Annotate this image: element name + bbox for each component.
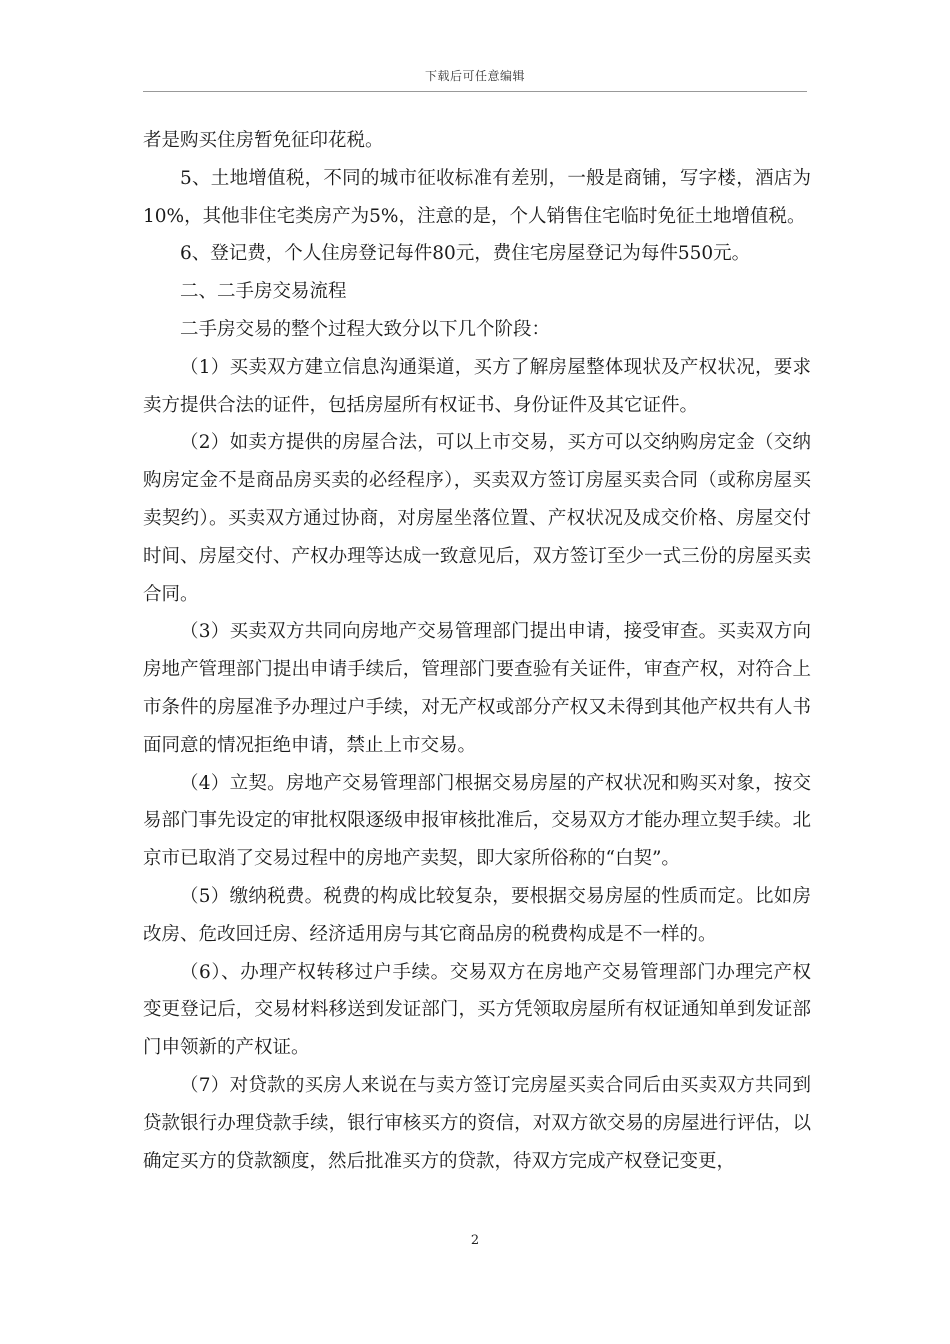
paragraph-step-5: （5）缴纳税费。税费的构成比较复杂，要根据交易房屋的性质而定。比如房改房、危改回迁房、经济适用房与其它商品房的税费构成是不一样的。 — [143, 885, 811, 945]
page-header: 下载后可任意编辑 — [424, 69, 525, 83]
document-body — [143, 122, 811, 1180]
paragraph-continuation: 者是购买住房暂免征印花税。 — [143, 130, 384, 151]
paragraph-land-value-tax: 5、土地增值税，不同的城市征收标准有差别，一般是商铺，写字楼，酒店为10%，其他非住宅类房产为5%，注意的是，个人销售住宅临时免征土地增值税。 — [143, 167, 811, 227]
header-divider — [143, 91, 807, 92]
paragraph-intro: 二手房交易的整个过程大致分以下几个阶段： — [180, 318, 551, 340]
paragraph-step-3: （3）买卖双方共同向房地产交易管理部门提出申请，接受审查。买卖双方向房地产管理部门提出申请手续后，管理部门要查验有关证件，审查产权，对符合上市条件的房屋准予办理过户手续，对无产权或部分产权又未得到其他产权共有人书面同意的情况拒绝申请，禁止上市交易。 — [143, 621, 811, 756]
paragraph-step-6: （6）、办理产权转移过户手续。交易双方在房地产交易管理部门办理完产权变更登记后，交易材料移送到发证部门，买方凭领取房屋所有权证通知单到发证部门申领新的产权证。 — [143, 961, 811, 1059]
paragraph-registration-fee: 6、登记费，个人住房登记每件80元，费住宅房屋登记为每件550元。 — [180, 243, 751, 265]
paragraph-step-1: （1）买卖双方建立信息沟通渠道，买方了解房屋整体现状及产权状况，要求卖方提供合法的证件，包括房屋所有权证书、身份证件及其它证件。 — [143, 356, 811, 416]
paragraph-step-7: （7）对贷款的买房人来说在与卖方签订完房屋买卖合同后由买卖双方共同到贷款银行办理贷款手续，银行审核买方的资信，对双方欲交易的房屋进行评估，以确定买方的贷款额度，然后批准买方的贷款，待双方完成产权登记变更， — [143, 1074, 811, 1172]
page-number: 2 — [470, 1233, 480, 1248]
paragraph-step-4: （4）立契。房地产交易管理部门根据交易房屋的产权状况和购买对象，按交易部门事先设定的审批权限逐级申报审核批准后，交易双方才能办理立契手续。北京市已取消了交易过程中的房地产卖契，即大家所俗称的“白契”。 — [143, 772, 811, 870]
section-heading: 二、二手房交易流程 — [180, 281, 347, 303]
paragraph-step-2: （2）如卖方提供的房屋合法，可以上市交易，买方可以交纳购房定金（交纳购房定金不是商品房买卖的必经程序），买卖双方签订房屋买卖合同（或称房屋买卖契约）。买卖双方通过协商，对房屋坐落位置、产权状况及成交价格、房屋交付时间、房屋交付、产权办理等达成一致意见后，双方签订至少一式三份的房屋买卖合同。 — [143, 432, 811, 605]
